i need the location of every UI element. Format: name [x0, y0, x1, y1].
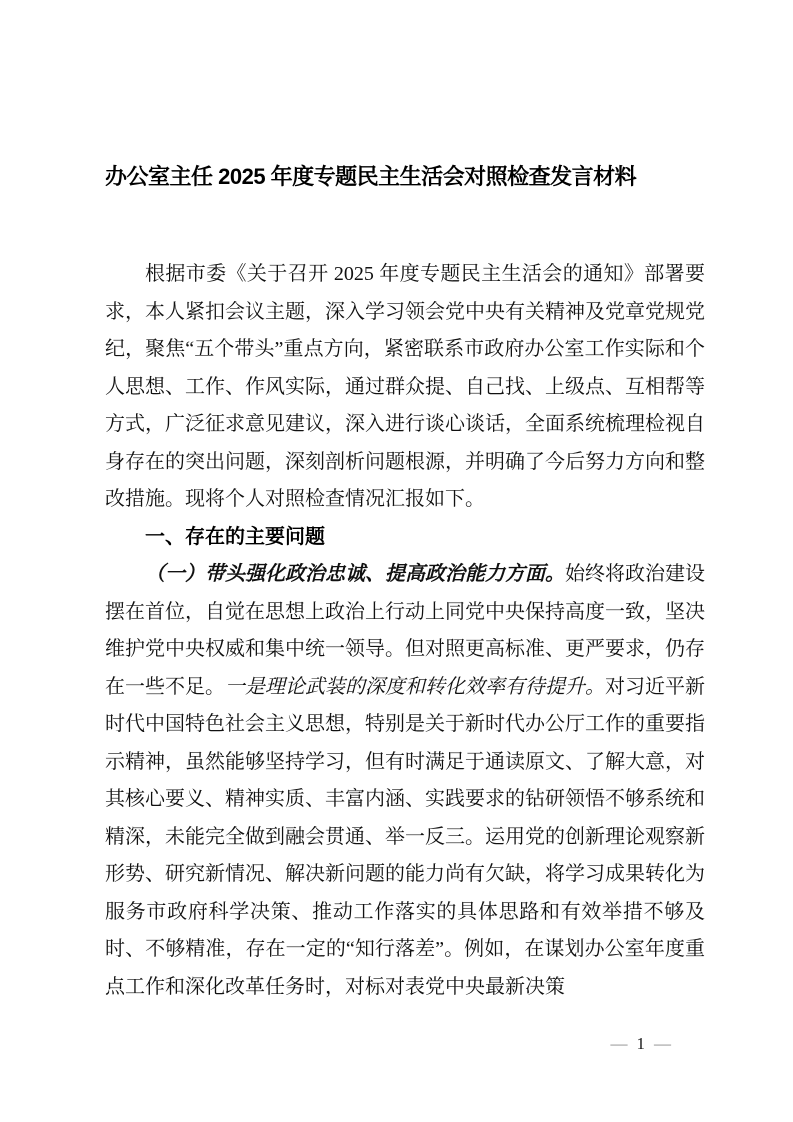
footer-dash-left: — — [610, 1034, 628, 1053]
page-number: 1 — [636, 1034, 645, 1053]
paragraph-issue-1 — [105, 556, 705, 1006]
issue-1-body-text-1: 始终将政治建设摆在首位，自觉在思想上政治上行动上同党中央保持高度一致，坚决维护党中央权威和集中统一领导。但对照更高标准、更严要求，仍存在一些不足。 — [105, 563, 705, 698]
document-body — [105, 256, 705, 1006]
issue-1-body-text-2: 对习近平新时代中国特色社会主义思想，特别是关于新时代办公厅工作的重要指示精神，虽然能够坚持学习，但有时满足于通读原文、了解大意，对其核心要义、精神实质、丰富内涵、实践要求的钻研领悟不够系统和精深，未能完全做到融会贯通、举一反三。运用党的创新理论观察新形势、研究新情况、解决新问题的能力尚有欠缺，将学习成果转化为服务市政府科学决策、推动工作落实的具体思路和有效举措不够及时、不够精准，存在一定的“知行落差”。例如，在谋划办公室年度重点工作和深化改革任务时，对标对表党中央最新决策 — [105, 675, 705, 998]
footer-dash-right: — — [654, 1034, 671, 1053]
document-content — [105, 160, 705, 1006]
document-title: 办公室主任 2025 年度专题民主生活会对照检查发言材料 — [105, 164, 637, 189]
section-heading-main-problems: 一、存在的主要问题 — [145, 525, 325, 548]
issue-1-subpoint-emphasis: 一是理论武装的深度和转化效率有待提升。 — [225, 675, 605, 698]
paragraph-intro: 根据市委《关于召开 2025 年度专题民主生活会的通知》部署要求，本人紧扣会议主题，深入学习领会党中央有关精神及党章党规党纪，聚焦“五个带头”重点方向，紧密联系市政府办公室工作实际和个人思想、工作、作风实际，通过群众提、自己找、上级点、互相帮等方式，广泛征求意见建议，深入进行谈心谈话，全面系统梳理检视自身存在的突出问题，深刻剖析问题根源，并明确了今后努力方向和整改措施。现将个人对照检查情况汇报如下。 — [105, 263, 705, 510]
issue-1-lead-sentence: （一）带头强化政治忠诚、提高政治能力方面。 — [145, 563, 565, 585]
page-footer — [611, 1032, 672, 1056]
